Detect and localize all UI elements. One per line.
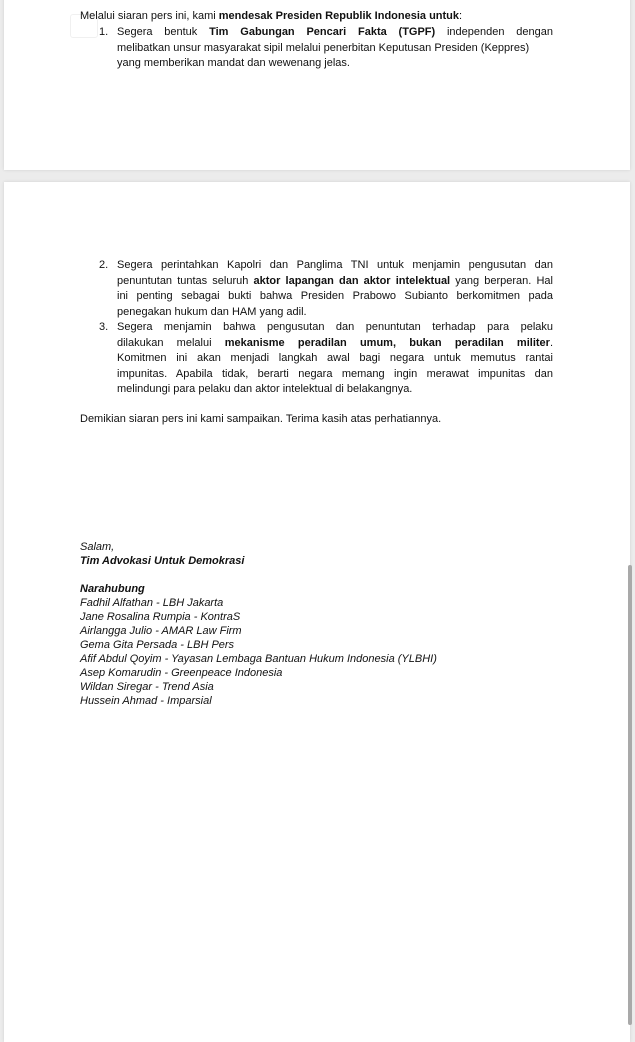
contact-item: Wildan Siregar - Trend Asia — [80, 681, 214, 693]
salutation: Salam, — [80, 541, 115, 553]
contact-item: Fadhil Alfathan - LBH Jakarta — [80, 597, 224, 609]
intro-prefix: Melalui siaran pers ini, kami — [80, 10, 219, 22]
item1-line-2: melibatkan unsur masyarakat sipil melalui penerbitan Keputusan Presiden (Keppres) — [117, 41, 530, 54]
contact-item: Hussein Ahmad - Imparsial — [80, 695, 212, 707]
closing-paragraph: Demikian siaran pers ini kami sampaikan. Terima kasih atas perhatiannya. — [80, 413, 442, 425]
document-page-1 — [4, 0, 630, 170]
intro-bold: mendesak Presiden Republik Indonesia untuk — [218, 10, 460, 22]
vertical-scrollbar[interactable] — [628, 565, 632, 1025]
list-item-number-2: 2. — [99, 259, 109, 271]
item3-line-4: impunitas. Apabila tidak, berarti negara memang ingin merawat impunitas dan — [117, 367, 553, 380]
item2-line-4: penegakan hukum dan HAM yang adil. — [117, 305, 307, 318]
intro-paragraph — [80, 9, 600, 25]
list-item-1 — [117, 25, 553, 72]
item3-line-5: melindungi para pelaku dan aktor intelektual di belakangnya. — [117, 383, 413, 395]
item1-line-3: yang memberikan mandat dan wewenang jelas. — [117, 57, 350, 69]
intro-suffix: : — [459, 10, 463, 22]
document-page-2 — [4, 182, 630, 1042]
contact-item: Gema Gita Persada - LBH Pers — [80, 639, 235, 651]
contact-item: Asep Komarudin - Greenpeace Indonesia — [80, 667, 283, 679]
contact-item: Afif Abdul Qoyim - Yayasan Lembaga Bantuan Hukum Indonesia (YLBHI) — [80, 653, 437, 665]
contact-item: Jane Rosalina Rumpia - KontraS — [80, 611, 241, 623]
list-item-number-3: 3. — [99, 321, 109, 333]
list-item-3 — [117, 320, 553, 398]
contact-item: Airlangga Julio - AMAR Law Firm — [80, 625, 242, 637]
contacts-list — [80, 596, 437, 708]
item2-line-2: penuntutan tuntas seluruh aktor lapangan dan aktor intelektual yang berperan. Hal — [117, 274, 553, 287]
contacts-heading: Narahubung — [80, 583, 145, 595]
item2-line-1: Segera perintahkan Kapolri dan Panglima TNI untuk menjamin pengusutan dan — [117, 259, 553, 271]
item3-line-3: Komitmen ini akan menjadi langkah awal bagi negara untuk memutus rantai — [117, 352, 553, 364]
item3-line-2: dilakukan melalui mekanisme peradilan umum, bukan peradilan militer. — [117, 336, 553, 349]
list-item-2 — [117, 258, 553, 320]
list-item-number-1: 1. — [99, 26, 109, 38]
item3-line-1: Segera menjamin bahwa pengusutan dan penuntutan terhadap para pelaku — [117, 321, 553, 333]
item1-line-1: Segera bentuk Tim Gabungan Pencari Fakta (TGPF) independen dengan — [117, 26, 553, 38]
item2-line-3: ini penting sebagai bukti bahwa Presiden Prabowo Subianto berkomitmen pada — [117, 290, 553, 302]
signatory: Tim Advokasi Untuk Demokrasi — [80, 555, 245, 567]
